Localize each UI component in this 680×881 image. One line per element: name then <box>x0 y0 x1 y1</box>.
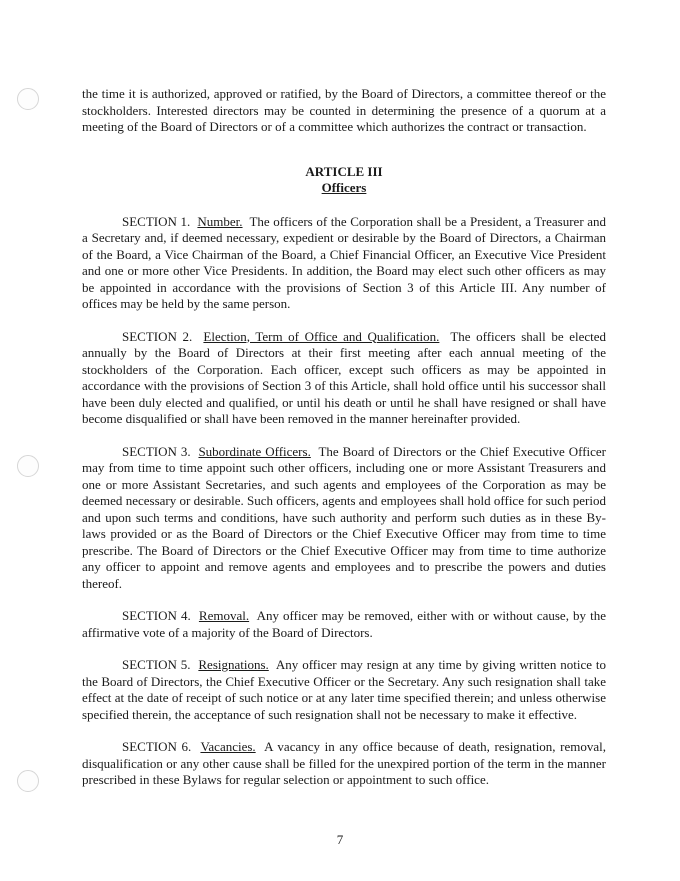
page-number: 7 <box>336 832 344 847</box>
section-label: SECTION 2. <box>122 328 193 344</box>
section-label: SECTION 5. <box>122 657 191 672</box>
section-title: Removal. <box>198 608 250 623</box>
punch-hole-bottom <box>17 770 39 792</box>
section-body: A vacancy in any office because of death, resignation, removal, disqualification or any other cause shall be filled for the unexpired portion of the term in the manner prescribed in these Bylaws for regular selection or appointment to such office. <box>82 739 606 787</box>
document-body <box>82 86 606 805</box>
section-1 <box>82 214 606 313</box>
section-label: SECTION 1. <box>122 213 191 229</box>
section-title: Resignations. <box>198 657 269 672</box>
punch-hole-middle <box>17 455 39 477</box>
section-title: Vacancies. <box>200 739 256 754</box>
article-heading: ARTICLE III <box>305 163 383 179</box>
section-label: SECTION 4. <box>122 608 191 623</box>
section-title: Number. <box>197 213 243 229</box>
section-3 <box>82 444 606 593</box>
continuation-paragraph: the time it is authorized, approved or ratified, by the Board of Directors, a committee thereof or the stockholders. Interested directors may be counted in determining the presence of a quorum at a meeting of the Board of Directors or of a committee which authorizes the contract or transaction. <box>82 86 606 134</box>
section-body: Any officer may resign at any time by giving written notice to the Board of Directors, the Chief Executive Officer or the Secretary. Any such resignation shall take effect at the date of receipt of such notice or at any later time specified therein; and unless otherwise specified therein, the acceptance of such resignation shall not be necessary to make it effective. <box>82 657 607 722</box>
article-title: Officers <box>321 179 367 195</box>
section-body: The officers of the Corporation shall be a President, a Treasurer and a Secretary and, if deemed necessary, expedient or desirable by the Board of Directors, a Chairman of the Board, a Vice Chairman of the Board, a Chief Financial Officer, an Executive Vice President and one or more other Vice Presidents. In addition, the Board may elect such other officers as may be appointed in accordance with the provisions of Section 3 of this Article III. Any number of offices may be held by the same person. <box>82 213 607 311</box>
section-label: SECTION 3. <box>122 443 191 459</box>
section-body: Any officer may be removed, either with or without cause, by the affirmative vote of a majority of the Board of Directors. <box>82 608 606 640</box>
section-6 <box>82 739 606 789</box>
section-label: SECTION 6. <box>122 739 192 754</box>
section-title: Election, Term of Office and Qualification. <box>203 328 440 344</box>
section-2 <box>82 329 606 428</box>
section-body: The Board of Directors or the Chief Executive Officer may from time to time appoint such other officers, including one or more Assistant Treasurers and one or more Assistant Secretaries, and such agents and employees of the Corporation as may be deemed necessary or desirable. Such officers, agents and employees shall hold office for such period and upon such terms and conditions, have such authority and perform such duties as in these By-laws provided or as the Board of Directors or the Chief Executive Officer may from time to time prescribe. The Board of Directors or the Chief Executive Officer may from time to time authorize any officer to appoint and remove agents and employees and to prescribe the powers and duties thereof. <box>82 443 606 591</box>
section-title: Subordinate Officers. <box>198 443 311 459</box>
punch-hole-top <box>17 88 39 110</box>
section-body: The officers shall be elected annually by the Board of Directors at their first meeting after each annual meeting of the stockholders of the Corporation. Each officer, except such officers as may be appointed in accordance with the provisions of Section 3 of this Article, shall hold office until his successor shall have been duly elected and qualified, or until his death or until he shall have resigned or shall have become disqualified or shall have been removed in the manner hereinafter provided. <box>82 328 606 426</box>
section-5 <box>82 657 606 723</box>
section-4 <box>82 608 606 641</box>
